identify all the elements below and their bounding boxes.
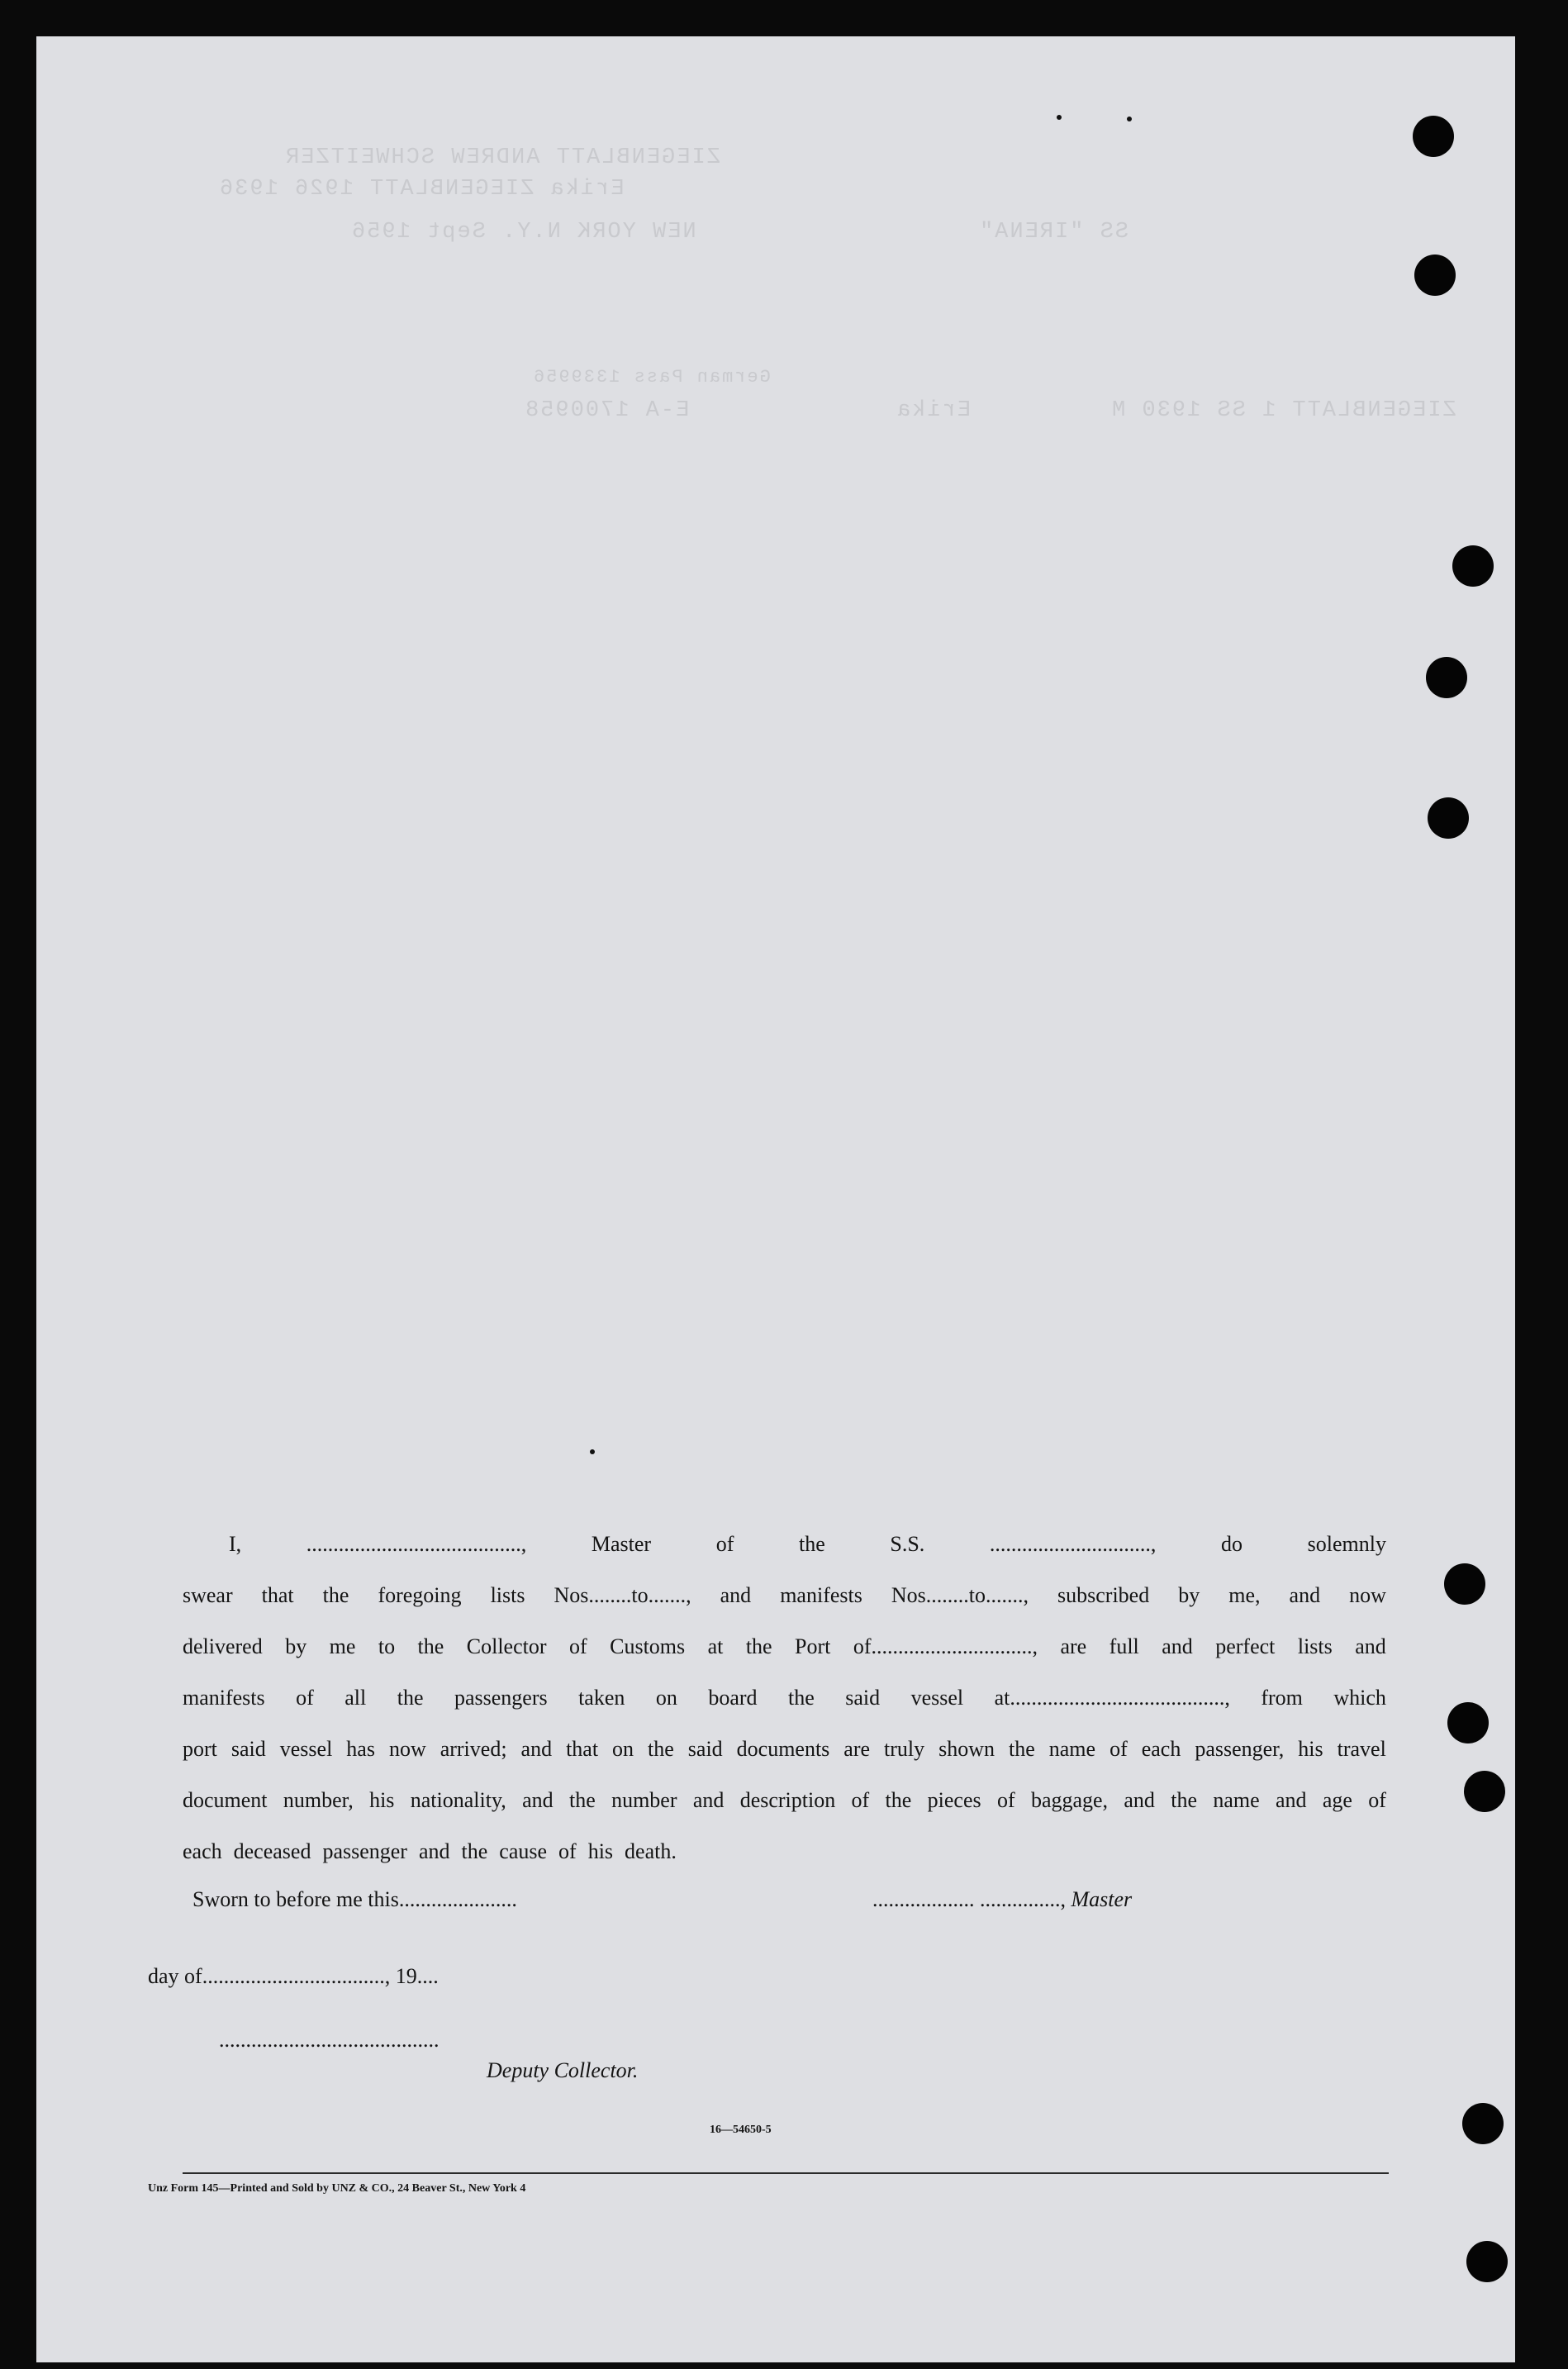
oath-word: now [1349,1583,1386,1607]
oath-word: Customs [610,1634,686,1658]
oath-word: each [1141,1737,1181,1761]
oath-line [183,1672,1386,1724]
punch-hole [1413,116,1454,157]
oath-word: solemnly [1307,1532,1386,1556]
oath-word: deceased [233,1839,311,1863]
oath-word: that [261,1583,294,1607]
master-dots: ................... ..............., [872,1887,1071,1911]
oath-word: and [1162,1634,1193,1658]
oath-word: I, [229,1532,242,1556]
oath-word: all [344,1686,367,1710]
oath-word: the [417,1634,444,1658]
oath-word: the [885,1788,912,1812]
ink-speck [590,1449,595,1454]
oath-word: on [612,1737,634,1761]
oath-word: shown [938,1737,995,1761]
oath-word: subscribed [1057,1583,1150,1607]
oath-word: truly [884,1737,925,1761]
oath-word: and [418,1839,450,1863]
oath-word: of [558,1839,577,1863]
oath-word: me [329,1634,356,1658]
oath-word: which [1333,1686,1386,1710]
oath-word: by [285,1634,307,1658]
oath-word: manifests [183,1686,265,1710]
oath-word: age [1322,1788,1352,1812]
oath-word: death. [625,1839,677,1863]
oath-word: said [687,1737,723,1761]
oath-word: S.S. [890,1532,925,1556]
oath-word: delivered [183,1634,263,1658]
deputy-collector-label: Deputy Collector. [487,2058,639,2082]
oath-word: that [566,1737,599,1761]
oath-word: the [788,1686,815,1710]
oath-word: the [1009,1737,1035,1761]
bleed-through-text: NEW YORK N.Y. Sept 1956 [350,220,696,245]
oath-word: number, [283,1788,354,1812]
oath-word: ........................................, [306,1532,527,1556]
oath-word: has [346,1737,375,1761]
punch-hole [1452,545,1494,587]
bleed-through-text: SS "IRENA" [978,220,1129,245]
oath-word: the [397,1686,424,1710]
oath-word: his [587,1839,614,1863]
oath-word: his [1298,1737,1323,1761]
oath-word: nationality, [410,1788,506,1812]
oath-word: now [388,1737,426,1761]
oath-paragraph [183,1519,1386,1877]
oath-line [183,1570,1386,1621]
oath-line [183,1519,1386,1570]
oath-word: port [183,1737,217,1761]
oath-line [183,1724,1386,1775]
oath-word: and [720,1583,752,1607]
oath-word: the [568,1788,596,1812]
oath-word: from [1261,1686,1303,1710]
oath-word: me, [1228,1583,1261,1607]
oath-word: lists [490,1583,525,1607]
oath-word: the [322,1583,349,1607]
punch-hole [1414,255,1456,296]
oath-word: said [230,1737,266,1761]
oath-word: of.............................., [853,1634,1038,1658]
oath-word: and [520,1737,553,1761]
oath-word: perfect [1215,1634,1276,1658]
manifest-page [36,36,1515,2362]
bleed-through-text: ZIEGENBLATT 1 SS 1930 M [1110,398,1456,423]
printer-line: Unz Form 145—Printed and Sold by UNZ & CO., 24 Beaver St., New York 4 [148,2182,526,2195]
master-signature-line [872,1887,1132,1912]
oath-word: and [522,1788,554,1812]
oath-word: do [1221,1532,1243,1556]
bleed-through-text: Erika [896,398,972,423]
oath-word: the [798,1532,825,1556]
day-of-line: day of.................................., 19.... [148,1964,439,1988]
oath-word: taken [578,1686,625,1710]
oath-word: passengers [454,1686,548,1710]
punch-hole [1444,1563,1485,1605]
oath-word: of [996,1788,1015,1812]
punch-hole [1447,1702,1489,1743]
oath-word: vessel [910,1686,964,1710]
punch-hole [1462,2103,1504,2144]
oath-word: and [1289,1583,1321,1607]
oath-word: and [692,1788,725,1812]
oath-word: swear [183,1583,233,1607]
oath-word: at........................................, [994,1686,1230,1710]
bleed-through-text: ZIEGENBLATT ANDREW SCHWEITZER [284,145,720,170]
punch-hole [1466,2241,1508,2282]
oath-word: by [1178,1583,1200,1607]
oath-word: said [845,1686,881,1710]
ink-speck [1127,117,1132,121]
oath-word: his [369,1788,395,1812]
oath-line [183,1775,1386,1826]
punch-hole [1428,797,1469,839]
oath-word: the [648,1737,674,1761]
oath-word: of [1109,1737,1128,1761]
form-number: 16—54650-5 [710,2124,772,2136]
sworn-before-line: Sworn to before me this...................... [192,1887,517,1911]
oath-word: documents [736,1737,830,1761]
oath-word: the [461,1839,488,1863]
oath-word: vessel [279,1737,333,1761]
oath-line [183,1826,1386,1877]
punch-hole [1464,1771,1505,1812]
oath-word: of [296,1686,314,1710]
oath-word: to [378,1634,396,1658]
oath-word: the [745,1634,772,1658]
oath-word: number [611,1788,677,1812]
oath-word: description [739,1788,836,1812]
oath-word: travel [1337,1737,1386,1761]
oath-word: of [568,1634,587,1658]
oath-word: and [1276,1788,1307,1812]
oath-word: the [1171,1788,1198,1812]
oath-word: foregoing [378,1583,462,1607]
oath-word: Nos........to......., [891,1583,1029,1607]
oath-word: Master [591,1532,652,1556]
bleed-through-text: German Pass 1339956 [532,367,771,388]
oath-word: name [1213,1788,1260,1812]
oath-word: document [183,1788,268,1812]
oath-word: cause [499,1839,548,1863]
punch-hole [1426,657,1467,698]
oath-word: arrived; [440,1737,507,1761]
oath-word: each [183,1839,222,1863]
oath-word: of [1368,1788,1386,1812]
oath-word: lists [1297,1634,1333,1658]
bleed-through-text: E-A 1700958 [524,398,690,423]
oath-word: Collector [466,1634,547,1658]
oath-word: .............................., [989,1532,1157,1556]
oath-word: at [707,1634,724,1658]
oath-word: pieces [927,1788,981,1812]
oath-word: are [843,1737,871,1761]
master-label: Master [1071,1887,1133,1911]
bleed-through-text: Erika ZIEGENBLATT 1926 1936 [218,177,625,202]
oath-word: name [1048,1737,1096,1761]
oath-word: Nos........to......., [554,1583,691,1607]
oath-word: of [715,1532,734,1556]
oath-word: are [1060,1634,1087,1658]
ink-speck [1057,115,1062,120]
oath-word: Port [795,1634,831,1658]
oath-word: baggage, [1030,1788,1109,1812]
oath-word: and [1355,1634,1386,1658]
oath-word: and [1124,1788,1155,1812]
oath-word: board [708,1686,758,1710]
oath-word: of [851,1788,870,1812]
oath-word: passenger, [1195,1737,1285,1761]
oath-word: passenger [322,1839,407,1863]
oath-word: manifests [780,1583,862,1607]
footer-rule [183,2172,1389,2174]
deputy-signature-dots: ......................................... [219,2028,440,2052]
oath-line [183,1621,1386,1672]
oath-word: full [1109,1634,1139,1658]
oath-word: on [655,1686,677,1710]
